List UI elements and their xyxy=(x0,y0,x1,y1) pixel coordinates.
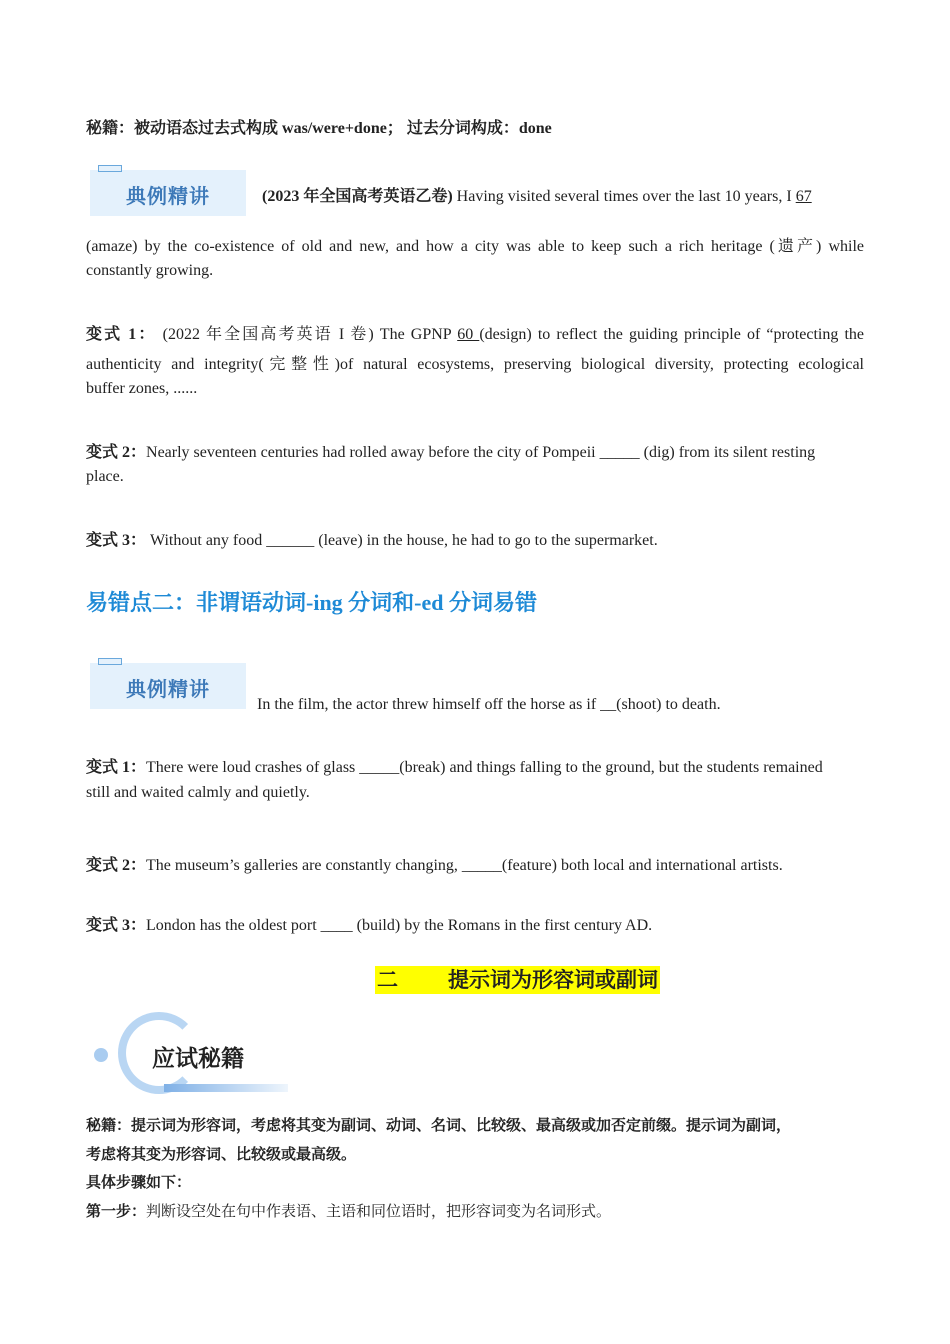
variant1-line-2: still and waited calmly and quietly. xyxy=(86,784,310,801)
section-heading: 易错点二：非谓语动词-ing 分词和-ed 分词易错 xyxy=(86,590,538,615)
step-text: 判断设空处在句中作表语、主语和同位语时，把形容词变为名词形式。 xyxy=(146,1202,612,1220)
example-line-1 xyxy=(262,183,812,206)
step-label: 第一步： xyxy=(86,1202,147,1220)
tip-line-1: 秘籍：提示词为形容词，考虑将其变为副词、动词、名词、比较级、最高级或加否定前缀。提示词为副词， xyxy=(86,1116,792,1134)
section-number: 二 xyxy=(377,968,398,992)
text: There were loud crashes of glass _____(break) and things falling to the ground, but the students remained xyxy=(146,759,823,776)
text: Having visited several times over the last 10 years, I xyxy=(452,188,796,205)
answer-blank: 60 xyxy=(457,326,480,343)
text: (design) to reflect the guiding principle of “protecting the xyxy=(479,326,864,343)
banner-label: 应试秘籍 xyxy=(152,1046,244,1072)
example-line-2: (amaze) by the co-existence of old and new, and how a city was able to keep such a rich heritage (遗产) while xyxy=(86,238,864,255)
label: 变式 1： xyxy=(86,759,147,776)
variant2-line xyxy=(86,852,783,875)
exam-tips-banner xyxy=(90,1012,290,1098)
label: 变式 2： xyxy=(86,857,147,874)
banner-label: 典例精讲 xyxy=(126,677,210,701)
label: 变式 3： xyxy=(86,917,147,934)
text: The museum’s galleries are constantly changing, _____(feature) both local and international artists. xyxy=(146,857,783,874)
example-line: In the film, the actor threw himself off the horse as if __(shoot) to death. xyxy=(257,696,721,713)
variant1-line-1 xyxy=(86,754,823,777)
tip-line xyxy=(86,115,552,138)
label: 变式 1： xyxy=(86,326,157,343)
tip-label: 秘籍： xyxy=(86,120,135,137)
tip-text: 被动语态过去式构成 was/were+done； 过去分词构成：done xyxy=(134,120,552,137)
tip-line-3: 具体步骤如下： xyxy=(86,1173,192,1191)
label: 变式 3： xyxy=(86,532,147,549)
dot-decoration-icon xyxy=(94,1048,108,1062)
example-banner xyxy=(90,170,246,216)
step-one xyxy=(86,1200,611,1221)
tip-line-2: 考虑将其变为形容词、比较级或最高级。 xyxy=(86,1145,357,1163)
source: (2023 年全国高考英语乙卷) xyxy=(262,188,453,205)
variant1-line-3: buffer zones, ...... xyxy=(86,380,198,397)
bar-decoration xyxy=(164,1084,288,1092)
variant3-line xyxy=(86,527,658,550)
variant1-line-2: authenticity and integrity(完整性)of natural ecosystems, preserving biological diversity, protecting ecological xyxy=(86,356,864,373)
section-title xyxy=(375,966,660,994)
text: Nearly seventeen centuries had rolled away before the city of Pompeii _____ (dig) from its silent resting xyxy=(146,444,816,461)
label: 变式 2： xyxy=(86,444,147,461)
variant2-line-1 xyxy=(86,439,815,462)
example-line-3: constantly growing. xyxy=(86,262,214,279)
variant2-line-2: place. xyxy=(86,468,124,485)
banner-label: 典例精讲 xyxy=(126,184,210,208)
answer-blank: 67 xyxy=(795,188,812,205)
section-title-text: 提示词为形容词或副词 xyxy=(448,968,658,992)
example-banner xyxy=(90,663,246,709)
variant1-line-1 xyxy=(86,321,864,344)
variant3-line xyxy=(86,912,652,935)
text: London has the oldest port ____ (build) by the Romans in the first century AD. xyxy=(146,917,653,934)
text: (2022 年全国高考英语 I 卷) The GPNP xyxy=(156,326,458,343)
text: Without any food ______ (leave) in the house, he had to go to the supermarket. xyxy=(146,532,658,549)
